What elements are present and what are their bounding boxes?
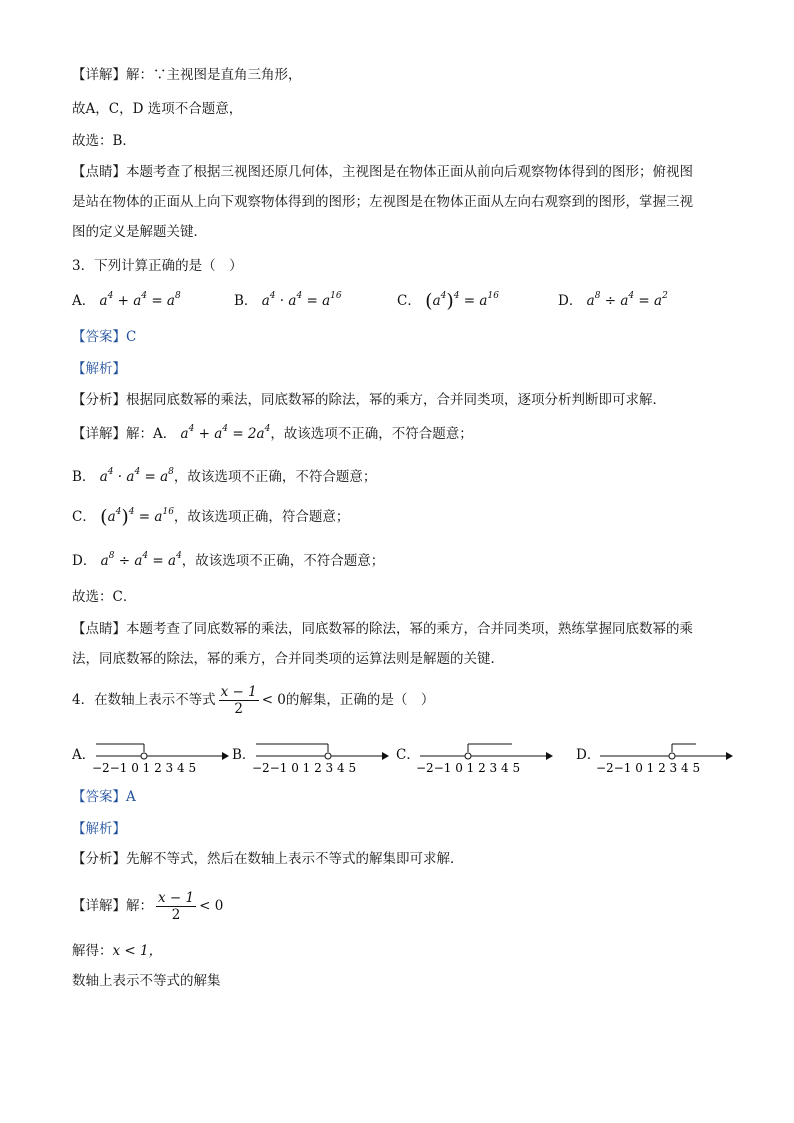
text-line: 【详解】解：∵主视图是直角三角形， [72,67,302,83]
tick-labels: −2−1 0 1 2 3 4 5 [252,761,357,775]
q4-analysis: 【分析】先解不等式，然后在数轴上表示不等式的解集即可求解． [72,851,464,867]
text-line: 故选：B． [72,133,136,149]
solve-math: x < 1， [112,943,163,959]
detail-math: $a^4 \cdot a^4 = a^8$ [99,467,174,485]
tick-labels: −2−1 0 1 2 3 4 5 [596,761,701,775]
fraction-numerator: x − 1 [158,890,195,906]
q3-analysis-tag: 【解析】 [72,361,126,377]
q4-answer: 【答案】A [72,789,136,805]
q3-detail-c [72,506,349,528]
option-label: B． [232,747,256,763]
fraction [156,890,196,923]
q4-detail [72,890,223,923]
detail-math: $a^4 + a^4 = 2a^4$ [180,424,271,442]
option-math: $a^4 \cdot a^4 = a^{16}$ [261,291,342,309]
number-line-b [252,736,392,776]
q3-detail-b [72,466,376,488]
tick-labels: −2−1 0 1 2 3 4 5 [416,761,521,775]
option-math: $a^8 \div a^4 = a^2$ [586,291,668,309]
detail-suffix: ，故该选项不正确，不符合题意； [181,553,385,569]
question-4-stem [72,684,434,717]
q4-solve [72,940,162,962]
q4-analysis-tag: 【解析】 [72,821,126,837]
detail-prefix: B． [72,469,96,485]
q3-analysis: 【分析】根据同底数幂的乘法，同底数幂的除法，幂的乘方，合并同类项，逐项分析判断即可求解． [72,392,666,408]
q3-choose: 故选：C． [72,589,137,605]
text-line: 是站在物体的正面从上向下观察物体得到的图形；左视图是在物体正面从左向右观察到的图形，掌握三视 [72,194,693,210]
detail-prefix: D． [72,553,97,569]
detail-suffix: ，故该选项正确，符合题意； [173,509,350,525]
q3-detail-a [72,423,473,445]
text-line: 【点睛】本题考查了根据三视图还原几何体，主视图是在物体正面从前向后观察物体得到的图形；俯视图 [72,164,693,180]
q3-comment-1: 【点睛】本题考查了同底数幂的乘法，同底数幂的除法，幂的乘方，合并同类项，熟练掌握同底数幂的乘 [72,621,693,637]
option-label: C． [397,293,421,309]
option-label: B． [234,293,258,309]
detail-prefix: 【详解】解： [72,898,153,914]
fraction-numerator: x − 1 [220,684,257,700]
detail-suffix: ，故该选项不正确，不符合题意； [270,426,473,442]
question-3-stem: 3．下列计算正确的是（ ） [72,258,243,274]
number-line-a [92,736,232,776]
text-line: 图的定义是解题关键． [72,224,207,240]
stem-prefix: 4．在数轴上表示不等式 [72,692,216,708]
option-label: D． [576,747,601,763]
inequality-sign: < 0 [199,898,224,914]
detail-suffix: ，故该选项不正确，不符合题意； [173,469,377,485]
inequality-sign: < 0 [261,692,286,708]
q3-detail-d [72,550,384,572]
tick-labels: −2−1 0 1 2 3 4 5 [92,761,197,775]
q3-answer: 【答案】C [72,329,137,345]
fraction-denominator: 2 [234,701,243,717]
q3-option-a [72,290,181,312]
text-line: 故A，C，D 选项不合题意， [72,101,243,117]
option-math: $(a^4)^4 = a^{16}$ [425,290,499,312]
detail-math: $(a^4)^4 = a^{16}$ [100,506,174,528]
solve-prefix: 解得： [72,943,113,959]
fraction-denominator: 2 [171,907,181,923]
option-math: $a^4 + a^4 = a^8$ [99,291,181,309]
option-label: A． [72,747,96,763]
option-label: D． [558,293,583,309]
stem-suffix: 的解集，正确的是（ ） [285,692,435,708]
q3-option-d [558,290,668,312]
q3-comment-2: 法，同底数幂的除法，幂的乘方，合并同类项的运算法则是解题的关键． [72,651,504,667]
option-label: C． [396,747,420,763]
q3-option-c [397,290,499,312]
q3-option-b [234,290,342,312]
fraction [219,684,259,717]
number-line-d [596,736,736,776]
detail-math: $a^8 \div a^4 = a^4$ [100,551,182,569]
detail-prefix: C． [72,509,96,525]
option-label: A． [72,293,96,309]
q4-last-line: 数轴上表示不等式的解集 [72,973,221,989]
detail-prefix: 【详解】解：A． [72,426,177,442]
number-line-c [416,736,556,776]
